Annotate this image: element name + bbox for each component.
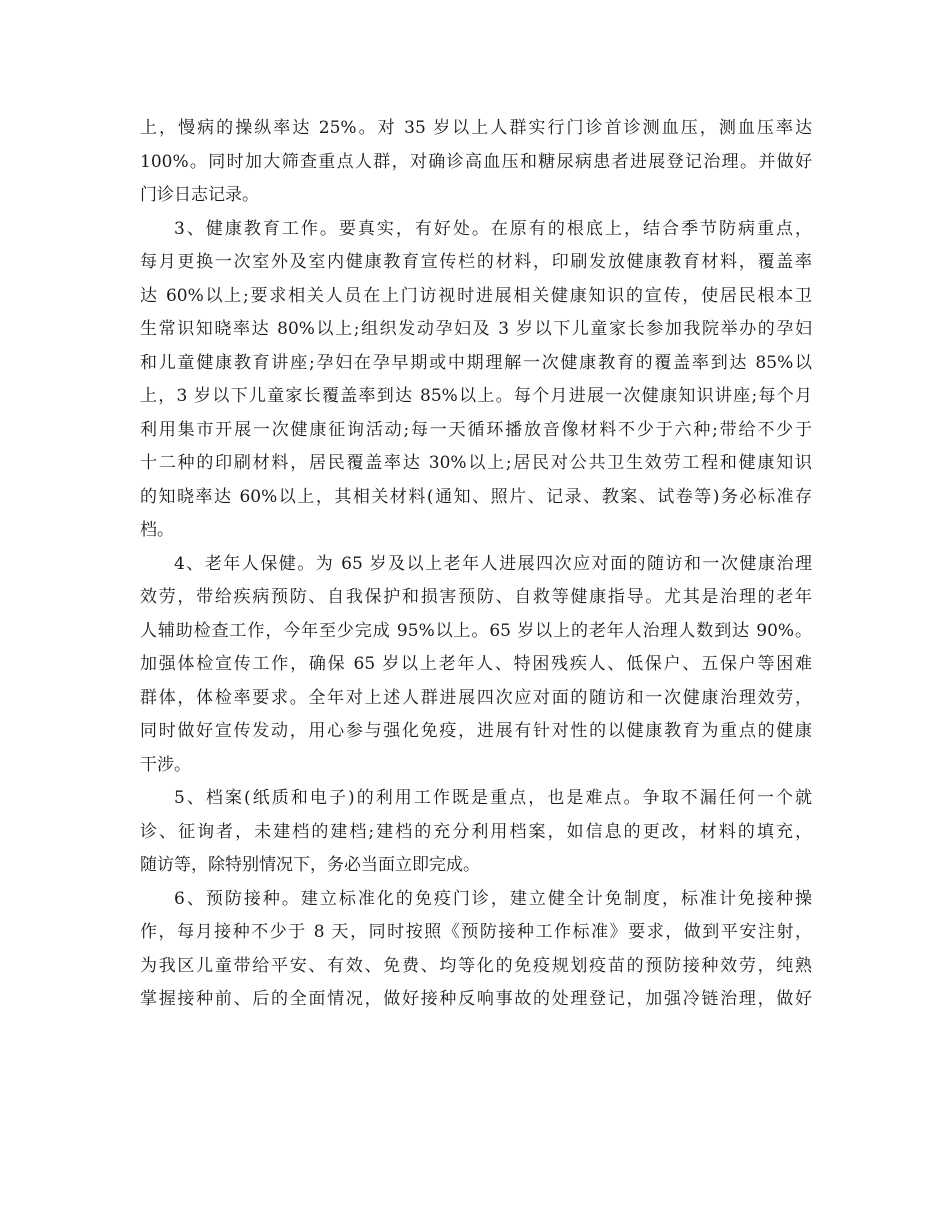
text-line: 的知晓率达 60%以上，其相关材料(通知、照片、记录、教案、试卷等)务必标准存: [140, 486, 812, 507]
text-line: 利用集市开展一次健康征询活动;每一天循环播放音像材料不少于六种;带给不少于: [140, 419, 812, 440]
text-line: 6、预防接种。建立标准化的免疫门诊，建立健全计免制度，标准计免接种操: [174, 888, 812, 909]
text-line: 档。: [140, 520, 174, 540]
text-line: 门诊日志记录。: [140, 185, 259, 205]
text-line: 5、档案(纸质和电子)的利用工作既是重点，也是难点。争取不漏任何一个就: [174, 788, 812, 808]
text-line: 作，每月接种不少于 8 天，同时按照《预防接种工作标准》要求，做到平安注射，: [140, 922, 812, 942]
text-line: 上，慢病的操纵率达 25%。对 35 岁以上人群实行门诊首诊测血压，测血压率达: [140, 118, 812, 138]
text-line: 同时做好宣传发动，用心参与强化免疫，进展有针对性的以健康教育为重点的健康: [140, 721, 812, 741]
text-line: 生常识知晓率达 80%以上;组织发动孕妇及 3 岁以下儿童家长参加我院举办的孕妇: [140, 319, 812, 339]
text-line: 人辅助检查工作，今年至少完成 95%以上。65 岁以上的老年人治理人数到达 90%。: [140, 620, 812, 641]
text-line: 每月更换一次室外及室内健康教育宣传栏的材料，印刷发放健康教育材料，覆盖率: [140, 252, 812, 272]
paragraph-continuation: [140, 112, 812, 213]
text-line: 干涉。: [140, 754, 191, 775]
text-line: 群体，体检率要求。全年对上述人群进展四次应对面的随访和一次健康治理效劳，: [140, 687, 812, 708]
text-line: 上，3 岁以下儿童家长覆盖率到达 85%以上。每个月进展一次健康知识讲座;每个月: [140, 386, 812, 406]
text-line: 掌握接种前、后的全面情况，做好接种反响事故的处理登记，加强冷链治理，做好: [140, 989, 812, 1009]
paragraph-elderly-care: [140, 548, 812, 783]
text-line: 为我区儿童带给平安、有效、免费、均等化的免疫规划疫苗的预防接种效劳，纯熟: [140, 955, 812, 976]
text-line: 3、健康教育工作。要真实，有好处。在原有的根底上，结合季节防病重点，: [174, 218, 812, 239]
text-line: 诊、征询者，未建档的建档;建档的充分利用档案，如信息的更改，材料的填充，: [140, 821, 812, 842]
text-line: 加强体检宣传工作，确保 65 岁以上老年人、特困残疾人、低保户、五保户等困难: [140, 654, 812, 674]
text-line: 100%。同时加大筛查重点人群，对确诊高血压和糖尿病患者进展登记治理。并做好: [140, 151, 812, 172]
paragraph-vaccination: [140, 883, 812, 1017]
text-line: 效劳，带给疾病预防、自我保护和损害预防、自救等健康指导。尤其是治理的老年: [140, 587, 812, 607]
text-line: 达 60%以上;要求相关人员在上门访视时进展相关健康知识的宣传，使居民根本卫: [140, 285, 812, 306]
text-line: 十二种的印刷材料，居民覆盖率达 30%以上;居民对公共卫生效劳工程和健康知识: [140, 453, 812, 473]
text-line: 4、老年人保健。为 65 岁及以上老年人进展四次应对面的随访和一次健康治理: [174, 553, 812, 574]
text-line: 和儿童健康教育讲座;孕妇在孕早期或中期理解一次健康教育的覆盖率到达 85%以: [140, 352, 812, 373]
text-line: 随访等，除特别情况下，务必当面立即完成。: [140, 855, 480, 875]
paragraph-archives: [140, 782, 812, 883]
document-body: [140, 112, 812, 1017]
paragraph-health-education: [140, 213, 812, 548]
